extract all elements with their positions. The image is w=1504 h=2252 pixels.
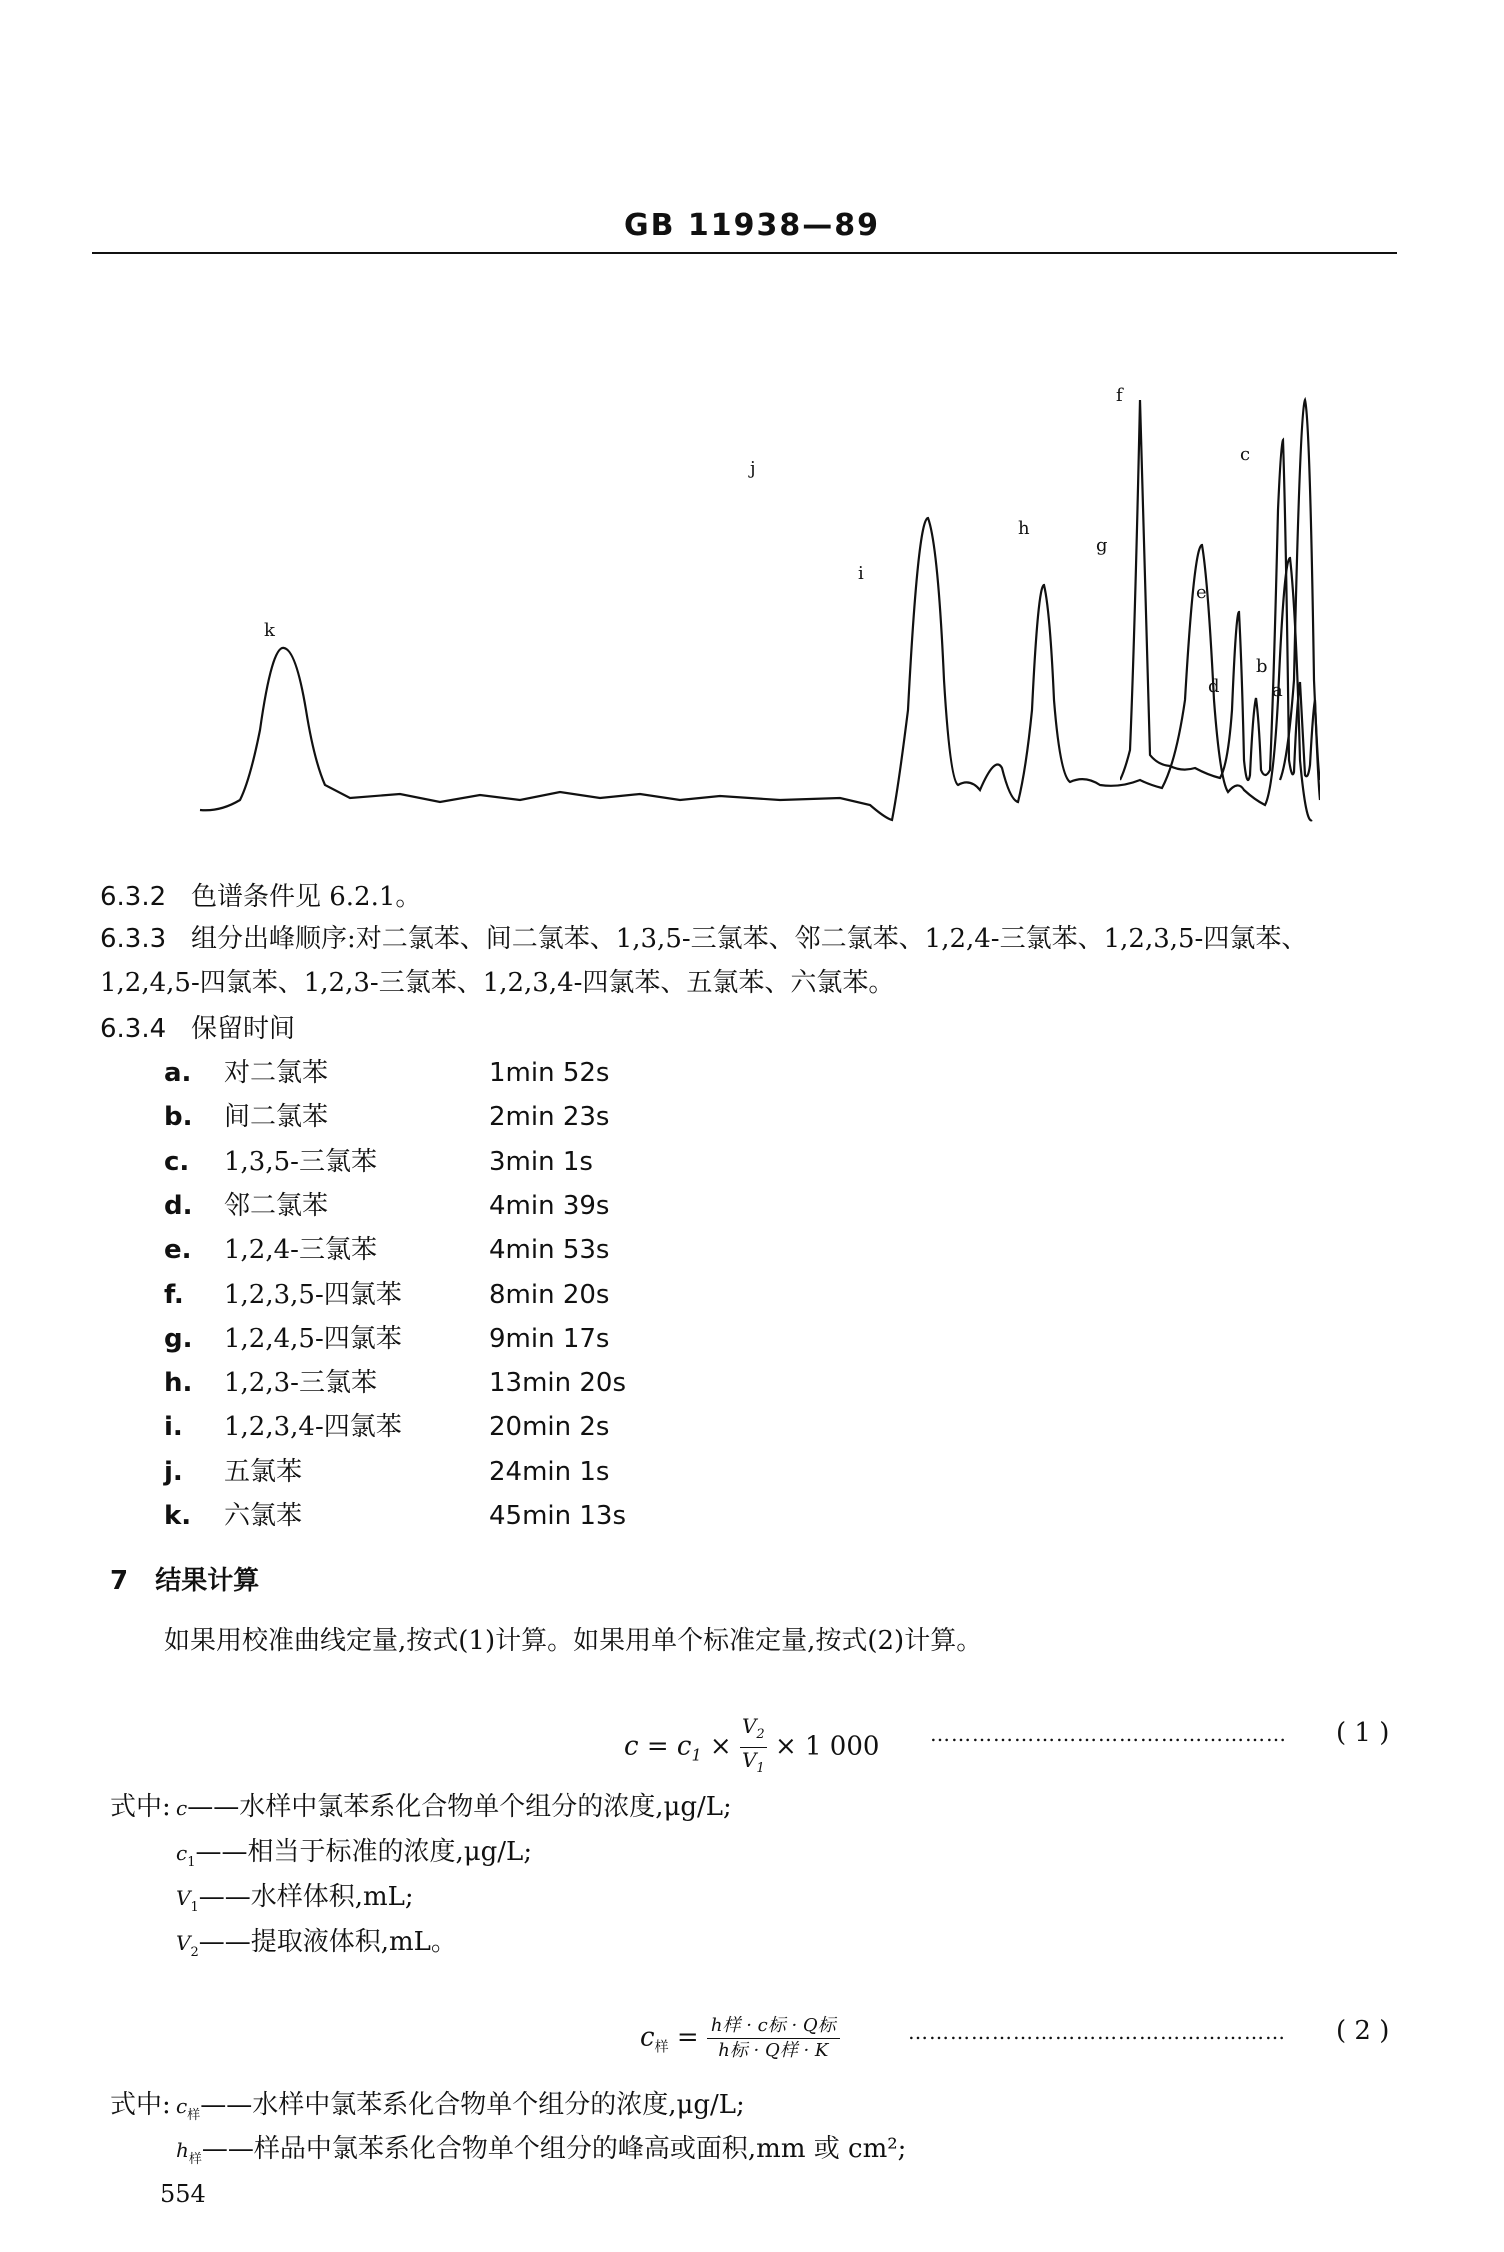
eq1-number: ( 1 ) [1336,1718,1390,1748]
definition-row [110,1786,732,1825]
section-7-intro: 如果用校准曲线定量,按式(1)计算。如果用单个标准定量,按式(2)计算。 [164,1626,983,1656]
section-text: 色谱条件见 6.2.1。 [190,882,422,912]
retention-time: 1min 52s [489,1058,610,1088]
definition-text: ——相当于标准的浓度,μg/L; [195,1837,533,1867]
row-letter: j. [164,1456,183,1487]
compound-name: 1,3,5-三氯苯 [224,1146,377,1177]
row-letter: k. [164,1501,192,1531]
retention-row [164,1495,626,1532]
section-number: 6.3.2 [100,882,167,912]
row-letter: i. [164,1412,183,1443]
definition-row [110,1921,457,1960]
definition-prefix: 式中: [110,2090,171,2120]
row-letter: c. [164,1146,190,1177]
section-number: 6.3.4 [100,1014,167,1044]
section-6-3-3 [100,918,1307,955]
definition-subscript: 1 [190,1900,199,1916]
retention-time: 2min 23s [489,1102,610,1133]
definition-row [110,2128,906,2167]
compound-name: 间二氯苯 [224,1102,329,1133]
retention-time: 4min 39s [489,1190,610,1221]
definition-symbol: c [176,2094,188,2118]
definition-row [110,1876,414,1915]
row-letter: f. [164,1279,184,1310]
eq2-den: h标 · Q样 · K [718,2040,829,2061]
row-letter: a. [164,1058,192,1088]
row-letter: e. [164,1235,192,1266]
definition-subscript: 1 [187,1855,196,1871]
eq2-fraction [707,2014,840,2063]
row-letter: h. [164,1368,193,1399]
retention-row [164,1318,609,1355]
definition-text: ——提取液体积,mL。 [198,1927,457,1957]
eq1-fraction [740,1714,767,1781]
peak-label-g: g [1096,535,1108,556]
retention-row [164,1185,609,1222]
eq1-lhs: c = c [624,1731,692,1762]
section-text: 组分出峰顺序:对二氯苯、间二氯苯、1,3,5-三氯苯、邻二氯苯、1,2,4-三氯苯、1,2,3,5-四氯苯、 [190,924,1308,954]
retention-time: 8min 20s [489,1279,610,1310]
retention-time: 4min 53s [489,1235,610,1266]
section-title: 保留时间 [190,1014,295,1044]
section-title: 结果计算 [155,1566,260,1596]
definition-text: ——样品中氯苯系化合物单个组分的峰高或面积,mm 或 cm²; [201,2134,907,2164]
row-letter: g. [164,1323,193,1354]
eq2-eq: = [676,2022,699,2053]
definition-subscript: 样 [188,2152,202,2168]
compound-name: 六氯苯 [224,1501,303,1531]
peak-label-k: k [264,620,275,641]
eq1-times: × [709,1731,732,1762]
compound-name: 1,2,3,4-四氯苯 [224,1412,402,1443]
row-letter: b. [164,1102,193,1133]
definition-symbol: c [176,1796,188,1820]
eq2-leader-dots: ……………………………………………… [908,2020,1286,2044]
retention-row [164,1362,626,1399]
peak-label-e: e [1196,582,1207,603]
compound-name: 对二氯苯 [224,1058,329,1088]
retention-time: 24min 1s [489,1456,610,1487]
peak-label-b: b [1256,656,1268,677]
peak-label-a: a [1272,680,1283,701]
definition-symbol: V [176,1931,191,1955]
eq1-den: V [741,1748,757,1772]
definition-row [110,1831,532,1870]
standard-code: GB 11938—89 [623,208,881,243]
retention-time: 9min 17s [489,1323,610,1354]
header-rule [92,252,1397,254]
chromatogram-right [1120,380,1320,850]
section-number: 6.3.3 [100,924,167,954]
eq1-num: V [741,1714,757,1738]
retention-row [164,1141,593,1178]
eq1-tail: × 1 000 [774,1731,880,1762]
section-number: 7 [110,1566,129,1596]
retention-row [164,1451,609,1488]
eq1-leader-dots: …………………………………………… [930,1722,1287,1746]
definition-text: ——水样中氯苯系化合物单个组分的浓度,μg/L; [200,2090,745,2120]
eq2-number: ( 2 ) [1336,2016,1390,2046]
eq2-lhs-sub: 样 [654,2039,669,2056]
section-6-3-2 [100,876,421,913]
eq1-sub: 1 [691,1745,702,1765]
row-letter: d. [164,1190,193,1221]
peak-label-d: d [1208,676,1220,697]
equation-2 [640,2014,840,2063]
eq1-num-sub: 2 [756,1727,765,1742]
peak-label-j: j [750,458,756,479]
definition-text: ——水样体积,mL; [198,1882,414,1912]
equation-1 [624,1714,879,1781]
peak-label-h: h [1018,518,1030,539]
peak-label-i: i [858,563,864,584]
definition-subscript: 样 [187,2108,201,2124]
retention-time: 13min 20s [489,1368,627,1399]
compound-name: 邻二氯苯 [224,1190,329,1221]
eq2-num: h样 · c标 · Q标 [707,2014,840,2039]
compound-name: 五氯苯 [224,1456,303,1487]
retention-row [164,1096,609,1133]
definition-text: ——水样中氯苯系化合物单个组分的浓度,μg/L; [187,1792,732,1822]
section-6-3-4 [100,1008,295,1045]
peak-label-c: c [1240,444,1251,465]
retention-row [164,1274,609,1311]
retention-time: 3min 1s [489,1146,593,1177]
retention-time: 20min 2s [489,1412,610,1443]
peak-label-f: f [1116,385,1123,406]
compound-name: 1,2,4-三氯苯 [224,1235,377,1266]
section-6-3-3-cont: 1,2,4,5-四氯苯、1,2,3-三氯苯、1,2,3,4-四氯苯、五氯苯、六氯苯。 [100,968,895,998]
retention-row [164,1052,609,1089]
definition-symbol: c [176,1841,188,1865]
compound-name: 1,2,3,5-四氯苯 [224,1279,402,1310]
definition-subscript: 2 [190,1945,199,1961]
definition-row [110,2084,745,2123]
page-number: 554 [160,2180,206,2208]
retention-time: 45min 13s [489,1501,627,1531]
retention-row [164,1406,609,1443]
compound-name: 1,2,3-三氯苯 [224,1368,377,1399]
definition-symbol: h [176,2138,189,2162]
retention-row [164,1229,609,1266]
definition-symbol: V [176,1886,191,1910]
definition-prefix: 式中: [110,1792,171,1822]
section-7-heading [110,1560,259,1597]
eq2-lhs: c [640,2022,655,2053]
compound-name: 1,2,4,5-四氯苯 [224,1323,402,1354]
eq1-den-sub: 1 [756,1761,765,1776]
